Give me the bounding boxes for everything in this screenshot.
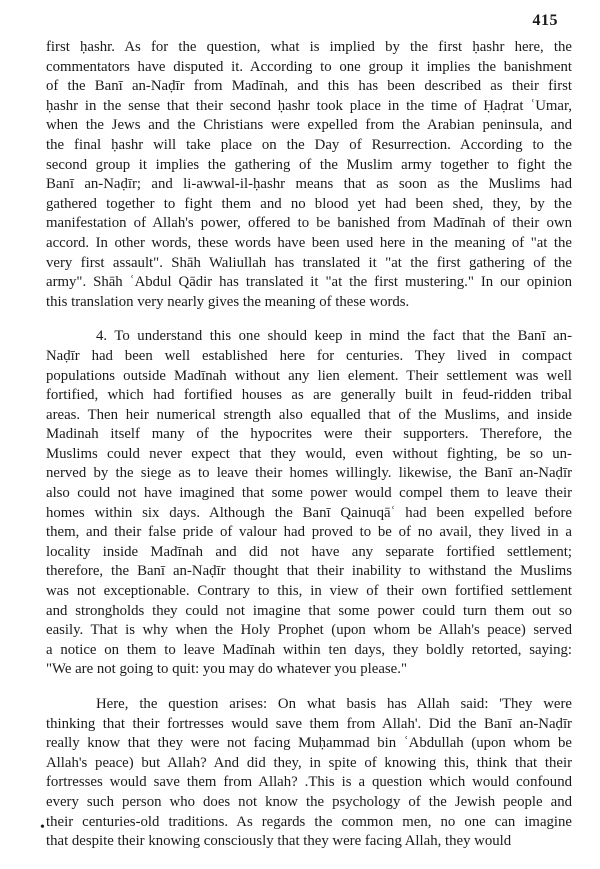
text-line: really know that they were not facing Muḥammad bin ʿAbdullah (upon whom be xyxy=(46,735,572,752)
text-line: army". Shāh ʿAbdul Qādir has translated it "at the first mustering." In our opinion xyxy=(46,274,572,291)
text-line: populations outside Madīnah without any lien element. Their settlement was well xyxy=(46,367,572,384)
text-line: was not exceptionable. Contrary to this, in view of their own fortified settlement xyxy=(46,583,572,600)
text-line: very first assault". Shāh Waliullah has translated it "at the first gathering of the xyxy=(46,254,572,271)
text-line: easily. That is why when the Holy Prophet (upon whom be Allah's peace) served xyxy=(46,622,572,639)
text-line: this translation very nearly gives the meaning of these words. xyxy=(46,293,410,310)
text-line: accord. In other words, these words have been used here in the meaning of "at the xyxy=(46,234,572,251)
text-line: homes within six days. Although the Banī Qainuqāʿ had been expelled before xyxy=(46,504,572,521)
text-line: gathered together to fight them and no blood yet had been shed, they, by the xyxy=(46,195,572,212)
text-line: second group it implies the gathering of the Muslim army together to fight the xyxy=(46,156,572,173)
text-line: nerved by the siege as to leave their homes willingly. likewise, the Banī an-Naḍīr xyxy=(46,465,572,482)
text-line: Here, the question arises: On what basis has Allah said: 'They were xyxy=(96,696,572,712)
text-line: "We are not going to quit: you may do whatever you please." xyxy=(46,661,407,678)
text-line: a notice on them to leave Madīnah within ten days, they boldly retorted, saying: xyxy=(46,641,572,658)
text-line: Muslims could never expect that they would, even without fighting, be so un- xyxy=(46,445,572,462)
text-line: first ḥashr. As for the question, what is implied by the first ḥashr here, the xyxy=(46,39,572,55)
text-line: Naḍīr had been well established here for centuries. They lived in compact xyxy=(46,347,572,364)
text-line: fortified, which had fortified houses as are generally built in feud-ridden tribal xyxy=(46,387,572,404)
text-line: their centuries-old traditions. As regards the common men, no one can imagine xyxy=(46,813,572,830)
text-line: of the Banī an-Naḍīr from Madīnah, and this has been described as their first xyxy=(46,78,572,95)
text-line: ḥashr in the sense that their second ḥashr took place in the time of Ḥaḍrat ʿUmar, xyxy=(46,97,572,114)
text-line: fortresses would save them from Allah? .This is a question which would confound xyxy=(46,774,572,791)
text-line: and strongholds they could not imagine that some power could turn them out so xyxy=(46,602,572,619)
text-line: them, and their false pride of valour had proved to be of no avail, they lived in a xyxy=(46,524,572,541)
text-line: 4. To understand this one should keep in mind the fact that the Banī an- xyxy=(96,328,572,345)
text-line: thinking that their fortresses would save them from Allah'. Did the Banī an-Naḍīr xyxy=(46,715,572,732)
paragraph-2 xyxy=(46,327,572,680)
text-line: manifestation of Allah's power, offered to be banished from Madīnah of their own xyxy=(46,215,572,232)
paragraph-3 xyxy=(46,695,572,852)
text-line: that despite their knowing consciously that they were facing Allah, they would xyxy=(46,833,512,850)
text-line: Banī an-Naḍīr; and li-awwal-il-ḥashr means that as soon as the Muslims had xyxy=(46,176,572,193)
text-line: when the Jews and the Christians were expelled from the Arabian peninsula, and xyxy=(46,117,572,134)
margin-mark: • xyxy=(40,820,45,835)
text-line: Madinah itself many of the hypocrites were their supporters. Therefore, the xyxy=(46,426,572,443)
body-text xyxy=(46,38,572,867)
text-line: therefore, the Banī an-Naḍīr thought that their inability to withstand the Muslims xyxy=(46,563,572,580)
paragraph-1 xyxy=(46,38,572,312)
text-line: locality inside Madīnah and did not have any separate fortified settlement; xyxy=(46,543,572,560)
text-line: every such person who does not know the psychology of the Jewish people and xyxy=(46,793,572,810)
text-line: areas. Then heir numerical strength also equalled that of the Muslims, and inside xyxy=(46,406,572,423)
text-line: also could not have imagined that some power would compel them to leave their xyxy=(46,485,572,502)
text-line: commentators have disputed it. According to one group it implies the banishment xyxy=(46,58,572,75)
page-number: 415 xyxy=(532,12,558,29)
text-line: the final ḥashr will take place on the Day of Resurrection. According to the xyxy=(46,136,572,153)
text-line: Allah's peace) but Allah? And did they, in spite of knowing this, think that their xyxy=(46,754,572,771)
